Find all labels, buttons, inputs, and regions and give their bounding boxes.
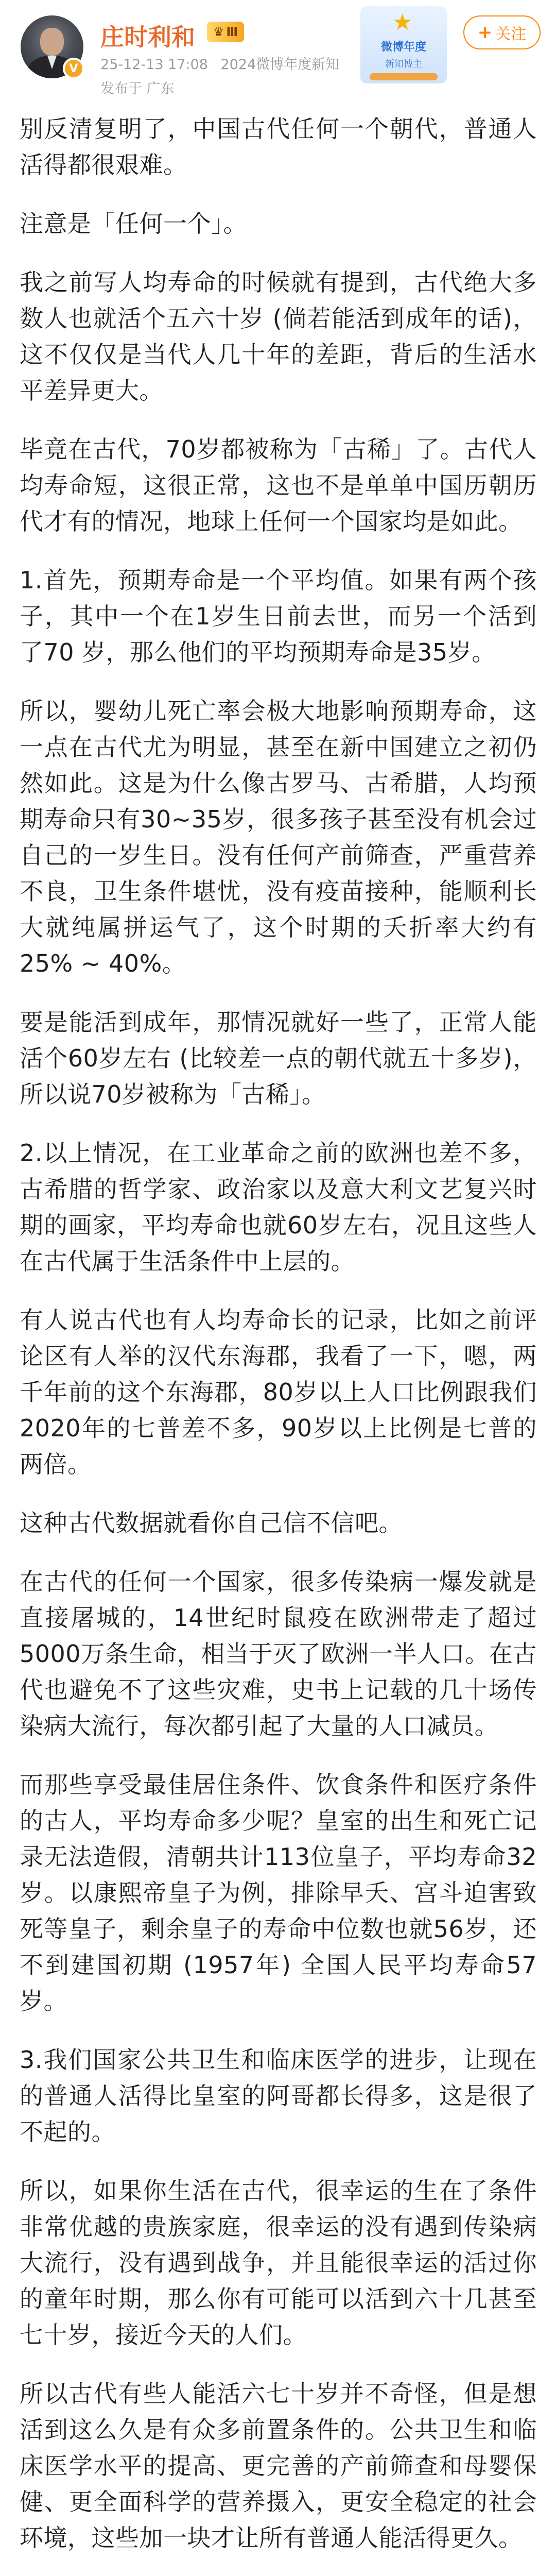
award-text: 2024微博年度新知 bbox=[220, 57, 340, 73]
level-badge-text: Ⅲ bbox=[226, 25, 238, 39]
published-location: 发布于 广东 bbox=[100, 81, 175, 97]
plus-icon: + bbox=[477, 22, 493, 43]
award-ribbon bbox=[370, 73, 438, 80]
follow-button-label: 关注 bbox=[495, 25, 527, 43]
verified-badge-icon: V bbox=[63, 58, 84, 79]
author-name[interactable]: 庄时利和 bbox=[100, 23, 195, 51]
award-card-title: 微博年度 bbox=[380, 41, 426, 54]
paragraph: 而那些享受最佳居住条件、饮食条件和医疗条件的古人，平均寿命多少呢？皇室的出生和死亡记录无法造假，清朝共计113位皇子，平均寿命32岁。以康熙帝皇子为例，排除早夭、宫斗迫害致死等皇子，剩余皇子的寿命中位数也就56岁，还不到建国初期 (1957年) 全国人民平均寿命57岁。 bbox=[20, 1771, 537, 2015]
award-card[interactable] bbox=[360, 6, 447, 83]
paragraph: 2.以上情况，在工业革命之前的欧洲也差不多，古希腊的哲学家、政治家以及意大利文艺复兴时期的画家，平均寿命也就60岁左右，况且这些人在古代属于生活条件中上层的。 bbox=[20, 1139, 537, 1275]
paragraph: 毕竟在古代，70岁都被称为「古稀」了。古代人均寿命短，这很正常，这也不是单单中国历朝历代才有的情况，地球上任何一个国家均是如此。 bbox=[20, 435, 537, 535]
paragraph: 别反清复明了，中国古代任何一个朝代，普通人活得都很艰难。 bbox=[20, 115, 537, 179]
paragraph: 注意是「任何一个」。 bbox=[20, 210, 247, 238]
paragraph: 所以，婴幼儿死亡率会极大地影响预期寿命，这一点在古代尤为明显，甚至在新中国建立之初仍然如此。这是为什么像古罗马、古希腊，人均预期寿命只有30~35岁，很多孩子甚至没有机会过自己的一岁生日。没有任何产前筛查，严重营养不良，卫生条件堪忧，没有疫苗接种，能顺利长大就纯属拼运气了，这个时期的夭折率大约有25% ~ 40%。 bbox=[20, 697, 537, 977]
paragraph: 所以，如果你生活在古代，很幸运的生在了条件非常优越的贵族家庭，很幸运的没有遇到传染病大流行，没有遇到战争，并且能很幸运的活过你的童年时期，那么你有可能可以活到六十几甚至七十岁，接近今天的人们。 bbox=[20, 2177, 537, 2349]
follow-button[interactable] bbox=[463, 15, 541, 49]
star-icon: ★ bbox=[392, 9, 413, 36]
post-content bbox=[20, 111, 537, 2576]
paragraph: 我之前写人均寿命的时候就有提到，古代绝大多数人也就活个五六十岁 (倘若能活到成年的话)，这不仅仅是当代人几十年的差距，背后的生活水平差异更大。 bbox=[20, 268, 537, 404]
paragraph: 3.我们国家公共卫生和临床医学的进步，让现在的普通人活得比皇室的阿哥都长得多，这是很了不起的。 bbox=[20, 2046, 537, 2146]
paragraph: 有人说古代也有人均寿命长的记录，比如之前评论区有人举的汉代东海郡，我看了一下，嗯，两千年前的这个东海郡，80岁以上人口比例跟我们2020年的七普差不多，90岁以上比例是七普的两倍。 bbox=[20, 1306, 537, 1478]
paragraph: 这种古代数据就看你自己信不信吧。 bbox=[20, 1509, 403, 1537]
paragraph: 1.首先，预期寿命是一个平均值。如果有两个孩子，其中一个在1岁生日前去世，而另一个活到了70 岁，那么他们的平均预期寿命是35岁。 bbox=[20, 566, 537, 666]
level-badge bbox=[207, 22, 244, 42]
paragraph: 要是能活到成年，那情况就好一些了，正常人能活个60岁左右 (比较差一点的朝代就五十多岁)，所以说70岁被称为「古稀」。 bbox=[20, 1008, 537, 1108]
paragraph: 所以古代有些人能活六七十岁并不奇怪，但是想活到这么久是有众多前置条件的。公共卫生和临床医学水平的提高、更完善的产前筛查和母婴保健、更全面科学的营养摄入，更安全稳定的社会环境，这些加一块才让所有普通人能活得更久。 bbox=[20, 2380, 537, 2552]
post-meta bbox=[100, 53, 339, 73]
post-header bbox=[0, 0, 556, 106]
post-datetime: 25-12-13 17:08 bbox=[100, 57, 208, 73]
paragraph: 在古代的任何一个国家，很多传染病一爆发就是直接屠城的，14世纪时鼠疫在欧洲带走了超过5000万条生命，相当于灭了欧洲一半人口。在古代也避免不了这些灾难，史书上记载的几十场传染病大流行，每次都引起了大量的人口减员。 bbox=[20, 1568, 537, 1740]
award-card-subtitle: 新知博主 bbox=[385, 59, 422, 70]
avatar-face bbox=[40, 28, 64, 56]
crown-icon: ♛ bbox=[213, 25, 224, 39]
